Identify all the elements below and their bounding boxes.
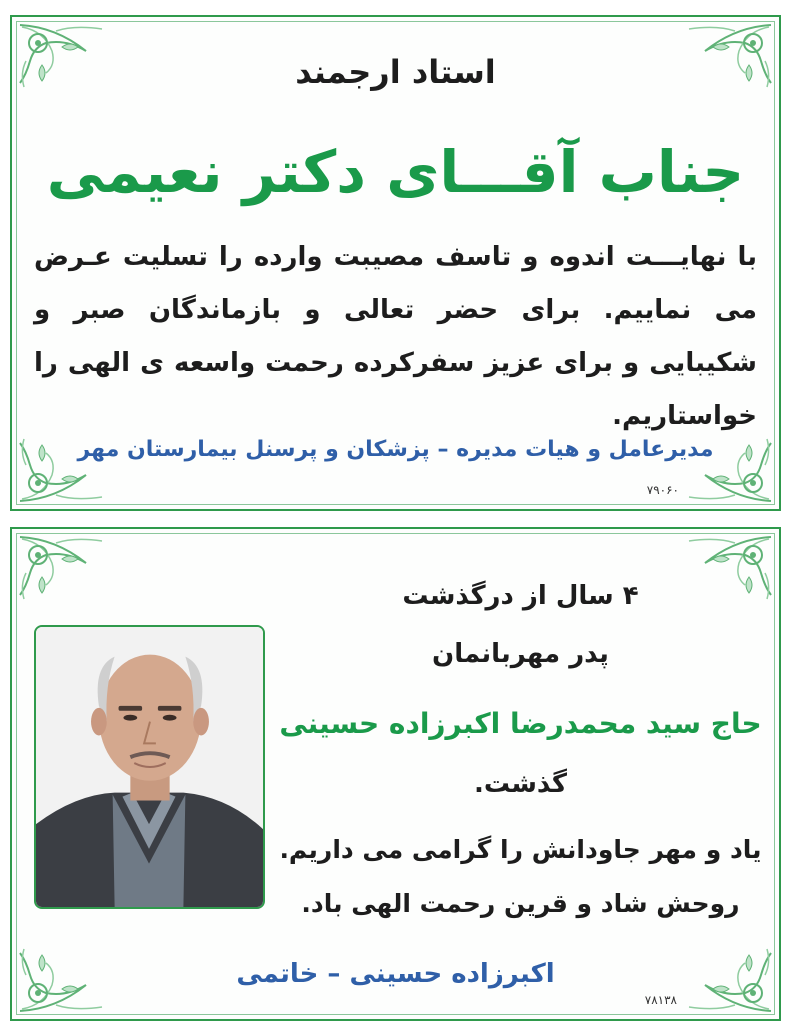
condolence-notice-1 [10, 15, 781, 511]
corner-ornament-icon [16, 533, 108, 603]
notice1-signature: مدیرعامل و هیات مدیره – پزشکان و پرسنل بیمارستان مهر [77, 437, 714, 462]
notice1-title: استاد ارجمند [295, 53, 496, 91]
notice1-body: با نهایـــت اندوه و تاسف مصیبت وارده را تسلیت عـرض می نماییم. برای حضر تعالی و بازماندگان صبر و شکیبایی و برای عزیز سفرکرده رحمت واسعه ی الهی را خواستاریم. [34, 242, 757, 431]
notice2-line-father: پدر مهربانمان [432, 639, 609, 669]
notice2-line-memory: یاد و مهر جاودانش را گرامی می داریم. [279, 835, 762, 864]
notice2-line-anniversary: ۴ سال از درگذشت [402, 581, 639, 611]
notice2-line-passed: گذشت. [473, 769, 568, 799]
notice2-code: ۷۸۱۳۸ [644, 993, 677, 1007]
corner-ornament-icon [683, 945, 775, 1015]
notice2-name: حاج سید محمدرضا اکبرزاده حسینی [279, 707, 762, 740]
notice2-line-prayer: روحش شاد و قرین رحمت الهی باد. [301, 889, 740, 918]
notice2-signature: اکبرزاده حسینی – خاتمی [236, 959, 555, 989]
anniversary-notice-2 [10, 527, 781, 1021]
portrait-photo [34, 625, 265, 909]
corner-ornament-icon [16, 945, 108, 1015]
notice1-code: ۷۹۰۶۰ [646, 483, 679, 497]
notice1-name: جناب آقـــای دکتر نعیمی [46, 138, 745, 206]
